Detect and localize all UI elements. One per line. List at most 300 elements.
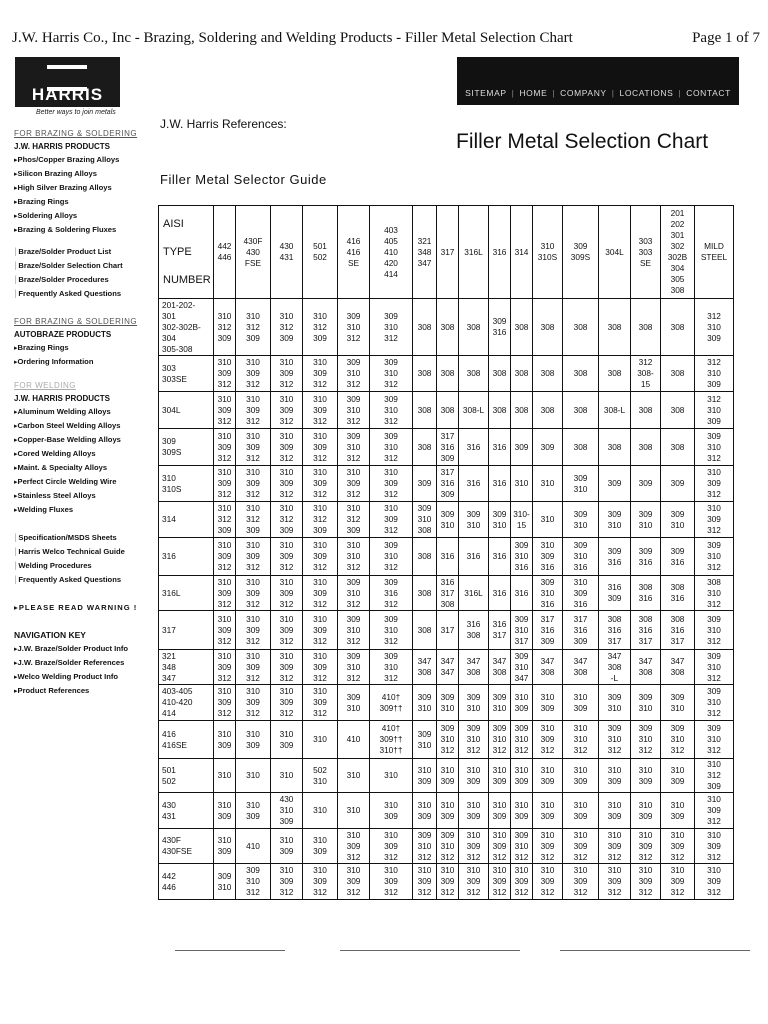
table-cell: 309 310	[437, 502, 459, 538]
table-cell: 347 308 -L	[599, 650, 631, 685]
table-cell: 310 309	[533, 685, 563, 721]
sidebar-item[interactable]: ▸ Ordering Information	[14, 355, 159, 369]
row-label: 310 310S	[159, 466, 214, 502]
table-cell: 310	[338, 759, 370, 793]
table-cell: 309 310	[599, 685, 631, 721]
table-cell: 308	[533, 392, 563, 429]
sidebar-section-header[interactable]: FOR BRAZING & SOLDERING	[14, 129, 138, 138]
table-cell: 309 310 312	[338, 576, 370, 611]
table-row	[159, 685, 734, 721]
table-row	[159, 576, 734, 611]
table-cell: 310 309	[437, 793, 459, 829]
table-cell: 309 310 316	[511, 538, 533, 576]
table-cell: 310 309 312	[303, 685, 338, 721]
table-cell: 309 310 312	[338, 650, 370, 685]
table-row	[159, 721, 734, 759]
column-header: 403 405 410 420 414	[370, 206, 413, 299]
table-cell: 309 310 312	[511, 829, 533, 864]
row-label: 317	[159, 611, 214, 650]
table-cell: 309 310	[214, 864, 236, 900]
column-header: 309 309S	[563, 206, 599, 299]
table-cell: 309 310 312	[338, 299, 370, 356]
table-cell: 309 310	[661, 502, 695, 538]
sidebar-link[interactable]: │ Harris Welco Technical Guide	[14, 545, 159, 559]
table-cell: 308	[631, 299, 661, 356]
table-cell: 310 309 312	[214, 392, 236, 429]
page-subtitle: Filler Metal Selector Guide	[160, 172, 327, 187]
table-cell: 316 317 308	[437, 576, 459, 611]
warning-link[interactable]: ▸ PLEASE READ WARNING !	[14, 601, 159, 614]
table-cell: 410	[338, 721, 370, 759]
sidebar-item[interactable]: ▸ Soldering Alloys	[14, 209, 159, 223]
column-header: 304L	[599, 206, 631, 299]
table-cell: 308	[563, 429, 599, 466]
column-header: 321 348 347	[413, 206, 437, 299]
table-cell: 308	[489, 356, 511, 392]
table-cell: 310 309 312	[563, 864, 599, 900]
table-row	[159, 864, 734, 900]
table-cell: 310 309 312	[271, 576, 303, 611]
table-cell: 310 309 312	[413, 864, 437, 900]
table-cell: 310 309 312	[533, 829, 563, 864]
table-cell: 309 310	[437, 685, 459, 721]
sidebar-item[interactable]: ▸ Phos/Copper Brazing Alloys	[14, 153, 159, 167]
table-cell: 310 309 312	[236, 576, 271, 611]
table-cell: 309 310 312	[370, 611, 413, 650]
table-cell: 310 309 312	[695, 864, 734, 900]
nav-link-sitemap[interactable]: SITEMAP	[465, 88, 507, 98]
table-cell: 308	[437, 392, 459, 429]
sidebar-link[interactable]: │ Braze/Solder Selection Chart	[14, 259, 159, 273]
column-header: 310 310S	[533, 206, 563, 299]
table-cell: 310 309	[214, 793, 236, 829]
table-cell: 310 309	[413, 759, 437, 793]
table-cell: 310 309 312	[511, 864, 533, 900]
table-cell: 310 312 309	[236, 502, 271, 538]
footer-divider	[560, 950, 750, 951]
table-cell: 309 310 312	[370, 538, 413, 576]
nav-separator: |	[511, 88, 515, 98]
table-cell: 310 309 312	[370, 502, 413, 538]
table-cell: 310 309 312	[599, 864, 631, 900]
table-cell: 309 310	[599, 502, 631, 538]
table-cell: 310 309	[661, 793, 695, 829]
sidebar-section-header[interactable]: FOR WELDING	[14, 381, 76, 390]
table-cell: 308	[413, 429, 437, 466]
table-cell: 310 309 312	[271, 864, 303, 900]
table-cell: 309 310 347	[511, 650, 533, 685]
table-cell: 310 310 312	[563, 721, 599, 759]
table-cell: 309 310 312	[370, 650, 413, 685]
table-cell: 308 316	[661, 576, 695, 611]
table-cell: 309 310	[489, 502, 511, 538]
column-header: 316L	[459, 206, 489, 299]
table-cell: 310 309 312	[338, 466, 370, 502]
corner-label: TYPE	[163, 246, 192, 258]
table-cell: 310 309	[631, 793, 661, 829]
table-cell: 308	[661, 356, 695, 392]
navigation-key-item[interactable]: ▸ J.W. Braze/Solder Product Info	[14, 642, 159, 656]
table-cell: 309 310 312	[370, 299, 413, 356]
sidebar-item[interactable]: ▸ Brazing Rings	[14, 341, 159, 355]
table-cell: 309 310	[631, 502, 661, 538]
table-cell: 312 310 309	[695, 356, 734, 392]
table-cell: 309	[599, 466, 631, 502]
table-cell: 310 309	[563, 685, 599, 721]
table-cell: 310 309 312	[214, 356, 236, 392]
table-cell: 310- 15	[511, 502, 533, 538]
table-cell: 309 310 312	[338, 429, 370, 466]
table-cell: 410† 309†† 310††	[370, 721, 413, 759]
sidebar-item[interactable]: ▸ Welding Fluxes	[14, 503, 159, 517]
nav-link-company[interactable]: COMPANY	[560, 88, 607, 98]
footer-divider	[175, 950, 285, 951]
row-label: 442 446	[159, 864, 214, 900]
table-cell: 308	[437, 299, 459, 356]
table-cell: 310 309	[303, 829, 338, 864]
table-cell: 310	[533, 466, 563, 502]
column-header: 430 431	[271, 206, 303, 299]
table-cell: 310 309 312	[338, 864, 370, 900]
table-cell: 310 309 312	[370, 829, 413, 864]
row-label: 201-202- 301 302-302B- 304 305-308	[159, 299, 214, 356]
sidebar-link[interactable]: │ Welding Procedures	[14, 559, 159, 573]
table-cell: 310	[338, 793, 370, 829]
table-cell: 410	[236, 829, 271, 864]
table-cell: 310 309	[271, 829, 303, 864]
sidebar-subheader[interactable]: AUTOBRAZE PRODUCTS	[14, 330, 112, 339]
table-cell: 309 310 312	[413, 829, 437, 864]
table-cell: 312 308- 15	[631, 356, 661, 392]
table-cell: 310 309 312	[214, 429, 236, 466]
column-header: 430F 430 FSE	[236, 206, 271, 299]
table-cell: 308 316 317	[631, 611, 661, 650]
table-cell: 310 309 312	[214, 538, 236, 576]
table-row	[159, 829, 734, 864]
table-cell: 310 309 316	[533, 538, 563, 576]
sidebar-section-header[interactable]: FOR BRAZING & SOLDERING	[14, 317, 138, 326]
corner-label: AISI	[163, 218, 184, 230]
table-cell: 310 309 312	[303, 356, 338, 392]
table-cell: 310 309 312	[271, 356, 303, 392]
table-cell: 309 310 312	[338, 392, 370, 429]
table-cell: 310 312 309	[271, 299, 303, 356]
table-cell: 310 309	[370, 793, 413, 829]
sidebar-item[interactable]: ▸ Maint. & Specialty Alloys	[14, 461, 159, 475]
table-cell: 310 309 312	[271, 392, 303, 429]
table-cell: 310 309	[437, 759, 459, 793]
table-cell: 310 309 312	[214, 650, 236, 685]
table-row	[159, 538, 734, 576]
table-cell: 308	[533, 356, 563, 392]
table-cell: 309 316	[489, 299, 511, 356]
table-cell: 309 310 312	[695, 685, 734, 721]
table-cell: 310 309	[533, 759, 563, 793]
table-cell: 310 309	[661, 759, 695, 793]
table-cell: 310 309	[459, 759, 489, 793]
table-cell: 310 309 312	[533, 864, 563, 900]
table-cell: 310 309	[563, 759, 599, 793]
row-label: 309 309S	[159, 429, 214, 466]
table-cell: 309 310	[563, 502, 599, 538]
table-cell: 308	[661, 299, 695, 356]
table-cell: 310 309 312	[631, 829, 661, 864]
table-cell: 309 310 312	[695, 650, 734, 685]
table-cell: 310 312 309	[303, 299, 338, 356]
table-cell: 308	[599, 429, 631, 466]
footer-divider	[340, 950, 520, 951]
document-title: J.W. Harris Co., Inc - Brazing, Soldering and Welding Products - Filler Metal Selection Chart	[12, 30, 573, 46]
sidebar-item[interactable]: ▸ Stainless Steel Alloys	[14, 489, 159, 503]
table-cell: 308	[661, 392, 695, 429]
table-cell: 347 308	[489, 650, 511, 685]
references-label: J.W. Harris References:	[160, 117, 287, 131]
table-cell: 310 309	[214, 829, 236, 864]
table-cell: 310 309 312	[437, 864, 459, 900]
table-cell: 309	[533, 429, 563, 466]
table-cell: 309 310 312	[599, 721, 631, 759]
sidebar-item[interactable]: ▸ High Silver Brazing Alloys	[14, 181, 159, 195]
table-row	[159, 356, 734, 392]
sidebar-subheader[interactable]: J.W. HARRIS PRODUCTS	[14, 394, 111, 403]
row-label: 430 431	[159, 793, 214, 829]
table-cell: 309 310 308	[413, 502, 437, 538]
navigation-key-item[interactable]: ▸ J.W. Braze/Solder References	[14, 656, 159, 670]
table-cell: 310 309 312	[303, 466, 338, 502]
table-row	[159, 611, 734, 650]
table-cell: 308	[413, 356, 437, 392]
table-cell: 309 316	[631, 538, 661, 576]
table-cell: 308 316	[631, 576, 661, 611]
table-cell: 310 309	[511, 793, 533, 829]
table-cell: 312 310 309	[695, 299, 734, 356]
table-cell: 310 309 312	[599, 829, 631, 864]
column-header: 316	[489, 206, 511, 299]
sidebar-link[interactable]: │ Braze/Solder Procedures	[14, 273, 159, 287]
sidebar-link[interactable]: │ Braze/Solder Product List	[14, 245, 159, 259]
table-cell: 312 310 309	[695, 392, 734, 429]
harris-logo[interactable]	[15, 57, 120, 107]
table-cell: 316	[489, 466, 511, 502]
table-cell: 316	[511, 576, 533, 611]
table-cell: 310 312 309	[214, 299, 236, 356]
table-cell: 310 312 309	[303, 502, 338, 538]
table-cell: 310 309 312	[631, 864, 661, 900]
table-cell: 310	[214, 759, 236, 793]
table-cell: 309	[511, 429, 533, 466]
table-cell: 316 309	[599, 576, 631, 611]
row-label: 430F 430FSE	[159, 829, 214, 864]
sidebar-link[interactable]: │ Specification/MSDS Sheets	[14, 531, 159, 545]
table-cell: 317 316 309	[437, 466, 459, 502]
sidebar-subheader[interactable]: J.W. HARRIS PRODUCTS	[14, 142, 111, 151]
table-cell: 309 310	[338, 685, 370, 721]
table-cell: 310 309	[563, 793, 599, 829]
table-cell: 309	[413, 466, 437, 502]
sidebar-link[interactable]: │ Frequently Asked Questions	[14, 287, 159, 301]
sidebar-item[interactable]: ▸ Cored Welding Alloys	[14, 447, 159, 461]
table-cell: 310 309 312	[236, 356, 271, 392]
table-cell: 310 309 312	[459, 864, 489, 900]
sidebar-link[interactable]: │ Frequently Asked Questions	[14, 573, 159, 587]
table-cell: 309 310 316	[563, 538, 599, 576]
sidebar-brazing-section	[14, 127, 159, 301]
table-cell: 310 309	[599, 793, 631, 829]
table-cell: 316	[489, 576, 511, 611]
table-cell: 310 309 312	[271, 538, 303, 576]
table-cell: 310 309	[489, 793, 511, 829]
table-cell: 310 309 312	[271, 650, 303, 685]
sidebar-item[interactable]: ▸ Brazing Rings	[14, 195, 159, 209]
row-label: 316	[159, 538, 214, 576]
table-cell: 347 308	[413, 650, 437, 685]
table-cell: 308	[437, 356, 459, 392]
table-cell: 310 312 309	[271, 502, 303, 538]
table-cell: 347 308	[533, 650, 563, 685]
table-cell: 309 310	[563, 466, 599, 502]
table-cell: 308 316 317	[661, 611, 695, 650]
page-title: Filler Metal Selection Chart	[456, 130, 709, 153]
table-cell: 310 309 312	[236, 429, 271, 466]
sidebar-item[interactable]: ▸ Brazing & Soldering Fluxes	[14, 223, 159, 237]
table-cell: 310 309 312	[214, 466, 236, 502]
table-cell: 310 312 309	[338, 502, 370, 538]
column-header: 201 202 301 302 302B 304 305 308	[661, 206, 695, 299]
column-header: 303 303 SE	[631, 206, 661, 299]
table-cell: 309 310 312	[631, 721, 661, 759]
table-cell: 310 309 312	[695, 829, 734, 864]
navigation-key-item[interactable]: ▸ Product References	[14, 684, 159, 698]
sidebar-item[interactable]: ▸ Aluminum Welding Alloys	[14, 405, 159, 419]
table-cell: 308	[413, 611, 437, 650]
table-cell: 308	[631, 392, 661, 429]
table-cell: 310 309	[413, 793, 437, 829]
table-cell: 309 310 312	[370, 429, 413, 466]
table-cell: 316	[459, 538, 489, 576]
table-cell: 310 309 312	[370, 466, 413, 502]
table-cell: 309 310 312	[437, 721, 459, 759]
table-cell: 310 309 312	[370, 864, 413, 900]
table-cell: 316	[459, 466, 489, 502]
row-label: 321 348 347	[159, 650, 214, 685]
corner-label: NUMBER	[163, 274, 211, 286]
table-cell: 317	[437, 611, 459, 650]
table-cell: 310 309	[459, 793, 489, 829]
navigation-key-item[interactable]: ▸ Welco Welding Product Info	[14, 670, 159, 684]
table-cell: 316	[437, 538, 459, 576]
table-cell: 310 309 312	[214, 685, 236, 721]
table-cell: 310	[236, 759, 271, 793]
table-cell: 310 309 312	[338, 829, 370, 864]
table-row	[159, 299, 734, 356]
column-header: MILD STEEL	[695, 206, 734, 299]
table-cell: 347 308	[563, 650, 599, 685]
row-label: 314	[159, 502, 214, 538]
table-cell: 310 309 312	[303, 864, 338, 900]
table-cell: 410† 309††	[370, 685, 413, 721]
table-cell: 308	[661, 429, 695, 466]
table-cell: 309 310 317	[511, 611, 533, 650]
table-row	[159, 650, 734, 685]
table-cell: 310 309 312	[214, 611, 236, 650]
table-cell: 310 309 312	[303, 576, 338, 611]
table-cell: 308-L	[599, 392, 631, 429]
table-cell: 317 316 309	[563, 611, 599, 650]
table-cell: 308	[563, 356, 599, 392]
sidebar-item[interactable]: ▸ Silicon Brazing Alloys	[14, 167, 159, 181]
table-cell: 308	[631, 429, 661, 466]
table-cell: 310 309 312	[236, 538, 271, 576]
table-cell: 310	[303, 793, 338, 829]
nav-link-home[interactable]: HOME	[519, 88, 548, 98]
table-cell: 310 312 309	[236, 299, 271, 356]
table-cell: 310 309 312	[236, 611, 271, 650]
table-cell: 316 317	[489, 611, 511, 650]
table-cell: 347 347	[437, 650, 459, 685]
table-cell: 309 310	[413, 685, 437, 721]
sidebar-item[interactable]: ▸ Copper-Base Welding Alloys	[14, 433, 159, 447]
table-row	[159, 466, 734, 502]
table-cell: 310 309	[271, 721, 303, 759]
table-cell: 308	[563, 299, 599, 356]
nav-separator: |	[611, 88, 615, 98]
table-cell: 310 309 312	[236, 392, 271, 429]
table-cell: 309 310	[489, 685, 511, 721]
table-cell: 310 309	[489, 759, 511, 793]
table-cell: 347 308	[459, 650, 489, 685]
sidebar-item[interactable]: ▸ Carbon Steel Welding Alloys	[14, 419, 159, 433]
nav-link-contact[interactable]: CONTACT	[686, 88, 731, 98]
table-row	[159, 429, 734, 466]
table-cell: 309	[661, 466, 695, 502]
sidebar-navkey-section	[14, 629, 159, 698]
table-cell: 310 309 316	[563, 576, 599, 611]
table-cell: 309 310 312	[437, 829, 459, 864]
table-cell: 310 309 312	[563, 829, 599, 864]
sidebar-item[interactable]: ▸ Perfect Circle Welding Wire	[14, 475, 159, 489]
table-cell: 308	[533, 299, 563, 356]
table-corner-header	[159, 206, 214, 299]
table-cell: 310 309 312	[236, 650, 271, 685]
sidebar-warning-section	[14, 601, 159, 614]
page-number: Page 1 of 7	[692, 30, 760, 46]
column-header: 442 446	[214, 206, 236, 299]
table-cell: 310 309 312	[236, 685, 271, 721]
table-row	[159, 759, 734, 793]
table-cell: 310 309 312	[303, 429, 338, 466]
table-cell: 310	[533, 502, 563, 538]
sidebar-welding-section	[14, 379, 159, 587]
table-cell: 309 310 312	[338, 611, 370, 650]
table-cell: 310 312 309	[214, 502, 236, 538]
table-cell: 310 309 312	[661, 864, 695, 900]
table-cell: 309 310 312	[370, 392, 413, 429]
table-cell: 317 316 309	[437, 429, 459, 466]
table-cell: 309 310	[459, 685, 489, 721]
table-cell: 310 309 312	[303, 650, 338, 685]
table-cell: 310 310 312	[338, 538, 370, 576]
nav-separator: |	[552, 88, 556, 98]
table-cell: 308	[413, 392, 437, 429]
table-cell: 310 309 312	[459, 829, 489, 864]
table-cell: 310 309 312	[533, 721, 563, 759]
nav-link-locations[interactable]: LOCATIONS	[619, 88, 674, 98]
table-cell: 310 309 312	[489, 829, 511, 864]
table-cell: 309 310 312	[459, 721, 489, 759]
filler-metal-table	[158, 205, 734, 900]
table-cell: 310	[511, 466, 533, 502]
row-label: 403-405 410-420 414	[159, 685, 214, 721]
